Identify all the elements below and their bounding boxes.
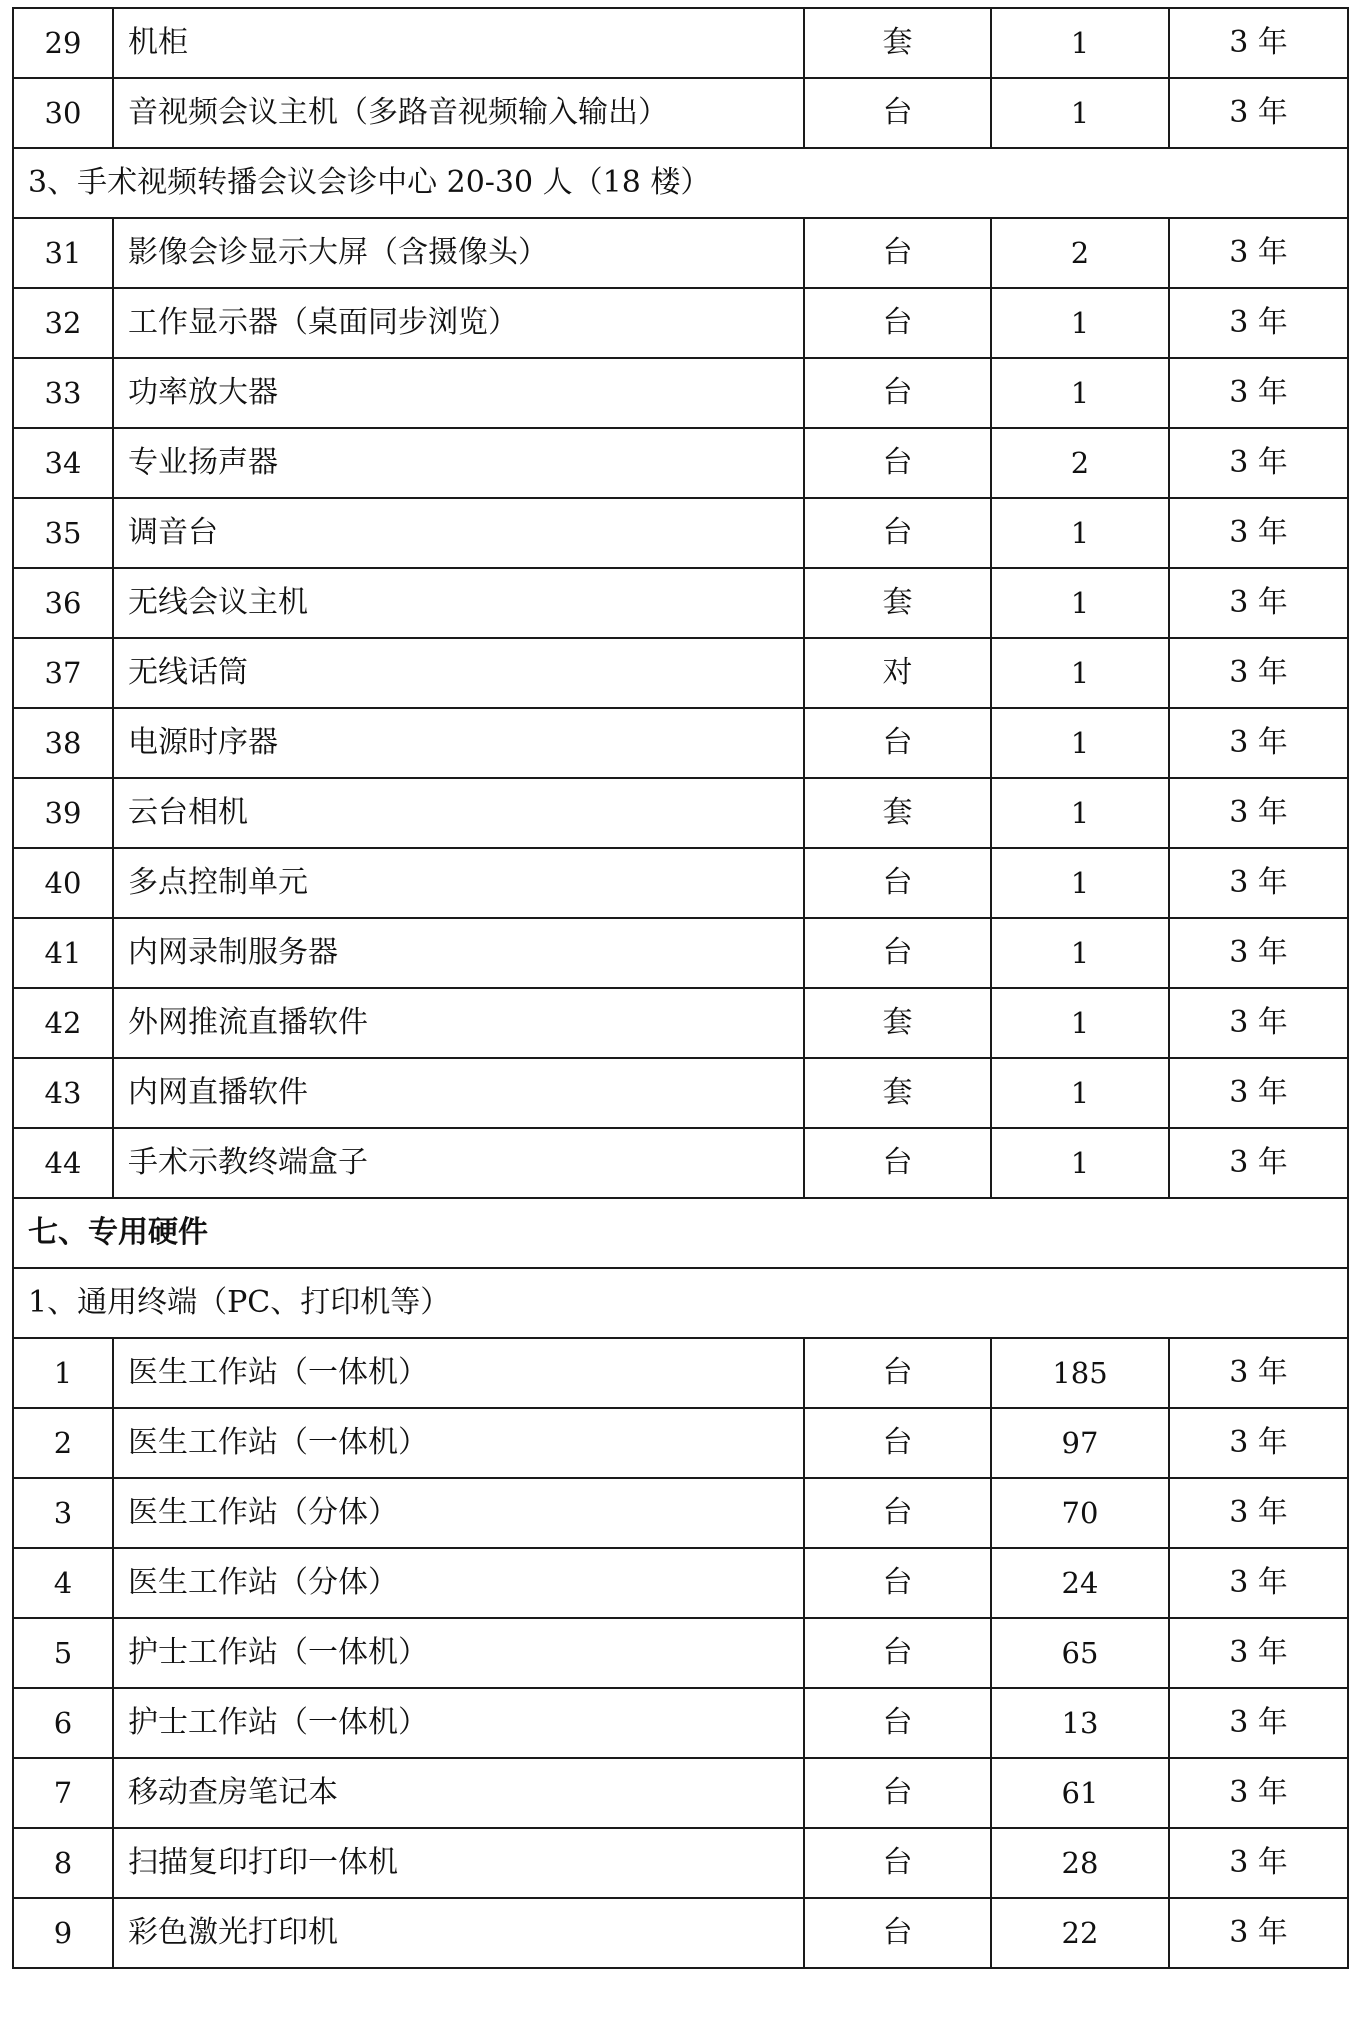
item-warranty-term: 3 年 [1169, 1618, 1348, 1688]
item-number: 33 [13, 358, 113, 428]
item-name: 彩色激光打印机 [113, 1898, 804, 1968]
table-row [13, 708, 1348, 778]
table-row [13, 1618, 1348, 1688]
item-quantity: 1 [991, 1058, 1169, 1128]
table-row [13, 1828, 1348, 1898]
item-quantity: 28 [991, 1828, 1169, 1898]
item-unit: 台 [804, 1548, 991, 1618]
table-row [13, 1408, 1348, 1478]
item-warranty-term: 3 年 [1169, 288, 1348, 358]
item-name: 影像会诊显示大屏（含摄像头） [113, 218, 804, 288]
table-row [13, 1338, 1348, 1408]
section-title: 3、手术视频转播会议会诊中心 20-30 人（18 楼） [13, 148, 1348, 218]
table-row [13, 848, 1348, 918]
item-warranty-term: 3 年 [1169, 988, 1348, 1058]
item-name: 云台相机 [113, 778, 804, 848]
item-number: 35 [13, 498, 113, 568]
item-name: 医生工作站（分体） [113, 1478, 804, 1548]
item-warranty-term: 3 年 [1169, 78, 1348, 148]
item-number: 4 [13, 1548, 113, 1618]
item-unit: 套 [804, 8, 991, 78]
table-row [13, 1758, 1348, 1828]
item-unit: 台 [804, 848, 991, 918]
item-quantity: 24 [991, 1548, 1169, 1618]
section-title: 七、专用硬件 [13, 1198, 1348, 1268]
item-unit: 套 [804, 778, 991, 848]
item-warranty-term: 3 年 [1169, 778, 1348, 848]
item-warranty-term: 3 年 [1169, 1828, 1348, 1898]
item-warranty-term: 3 年 [1169, 568, 1348, 638]
item-quantity: 13 [991, 1688, 1169, 1758]
item-quantity: 1 [991, 638, 1169, 708]
table-row [13, 1548, 1348, 1618]
item-number: 42 [13, 988, 113, 1058]
table-row [13, 8, 1348, 78]
item-unit: 台 [804, 918, 991, 988]
item-number: 40 [13, 848, 113, 918]
item-warranty-term: 3 年 [1169, 1128, 1348, 1198]
item-quantity: 70 [991, 1478, 1169, 1548]
item-name: 专业扬声器 [113, 428, 804, 498]
item-unit: 台 [804, 218, 991, 288]
item-quantity: 22 [991, 1898, 1169, 1968]
table-row [13, 1688, 1348, 1758]
section-row [13, 1268, 1348, 1338]
table-row [13, 1058, 1348, 1128]
item-number: 3 [13, 1478, 113, 1548]
item-number: 29 [13, 8, 113, 78]
item-name: 音视频会议主机（多路音视频输入输出） [113, 78, 804, 148]
item-number: 2 [13, 1408, 113, 1478]
item-unit: 套 [804, 1058, 991, 1128]
item-quantity: 65 [991, 1618, 1169, 1688]
item-quantity: 1 [991, 8, 1169, 78]
item-warranty-term: 3 年 [1169, 918, 1348, 988]
item-number: 8 [13, 1828, 113, 1898]
equipment-table-body [13, 8, 1348, 1968]
item-unit: 台 [804, 1128, 991, 1198]
table-row [13, 218, 1348, 288]
item-number: 5 [13, 1618, 113, 1688]
item-number: 44 [13, 1128, 113, 1198]
item-unit: 套 [804, 988, 991, 1058]
item-name: 医生工作站（分体） [113, 1548, 804, 1618]
item-number: 38 [13, 708, 113, 778]
item-unit: 台 [804, 1478, 991, 1548]
item-quantity: 2 [991, 428, 1169, 498]
item-warranty-term: 3 年 [1169, 8, 1348, 78]
item-unit: 台 [804, 358, 991, 428]
section-title: 1、通用终端（PC、打印机等） [13, 1268, 1348, 1338]
equipment-table [12, 7, 1349, 1969]
item-warranty-term: 3 年 [1169, 498, 1348, 568]
item-name: 调音台 [113, 498, 804, 568]
item-name: 医生工作站（一体机） [113, 1408, 804, 1478]
item-name: 多点控制单元 [113, 848, 804, 918]
item-unit: 台 [804, 288, 991, 358]
item-number: 37 [13, 638, 113, 708]
table-row [13, 1898, 1348, 1968]
item-unit: 台 [804, 1898, 991, 1968]
item-unit: 台 [804, 498, 991, 568]
item-number: 7 [13, 1758, 113, 1828]
item-warranty-term: 3 年 [1169, 218, 1348, 288]
item-quantity: 185 [991, 1338, 1169, 1408]
item-name: 电源时序器 [113, 708, 804, 778]
item-name: 内网直播软件 [113, 1058, 804, 1128]
item-name: 无线话筒 [113, 638, 804, 708]
item-unit: 台 [804, 78, 991, 148]
item-number: 36 [13, 568, 113, 638]
item-name: 机柜 [113, 8, 804, 78]
item-warranty-term: 3 年 [1169, 1548, 1348, 1618]
section-row [13, 1198, 1348, 1268]
item-quantity: 1 [991, 918, 1169, 988]
item-name: 扫描复印打印一体机 [113, 1828, 804, 1898]
item-warranty-term: 3 年 [1169, 848, 1348, 918]
item-unit: 台 [804, 1688, 991, 1758]
table-row [13, 988, 1348, 1058]
table-row [13, 778, 1348, 848]
item-quantity: 1 [991, 288, 1169, 358]
item-quantity: 1 [991, 358, 1169, 428]
item-quantity: 1 [991, 1128, 1169, 1198]
item-quantity: 1 [991, 78, 1169, 148]
item-name: 工作显示器（桌面同步浏览） [113, 288, 804, 358]
item-name: 手术示教终端盒子 [113, 1128, 804, 1198]
item-warranty-term: 3 年 [1169, 428, 1348, 498]
item-warranty-term: 3 年 [1169, 708, 1348, 778]
item-number: 9 [13, 1898, 113, 1968]
item-name: 外网推流直播软件 [113, 988, 804, 1058]
table-row [13, 1478, 1348, 1548]
item-unit: 台 [804, 1338, 991, 1408]
equipment-table-page [12, 7, 1347, 1969]
item-quantity: 1 [991, 848, 1169, 918]
item-number: 43 [13, 1058, 113, 1128]
item-name: 内网录制服务器 [113, 918, 804, 988]
table-row [13, 288, 1348, 358]
item-unit: 对 [804, 638, 991, 708]
table-row [13, 568, 1348, 638]
table-row [13, 918, 1348, 988]
table-row [13, 78, 1348, 148]
item-warranty-term: 3 年 [1169, 1478, 1348, 1548]
item-number: 32 [13, 288, 113, 358]
item-warranty-term: 3 年 [1169, 1688, 1348, 1758]
table-row [13, 1128, 1348, 1198]
item-number: 30 [13, 78, 113, 148]
item-name: 移动查房笔记本 [113, 1758, 804, 1828]
item-quantity: 1 [991, 498, 1169, 568]
section-row [13, 148, 1348, 218]
item-warranty-term: 3 年 [1169, 1898, 1348, 1968]
table-row [13, 638, 1348, 708]
item-unit: 台 [804, 1758, 991, 1828]
table-row [13, 498, 1348, 568]
item-number: 1 [13, 1338, 113, 1408]
item-number: 31 [13, 218, 113, 288]
item-name: 护士工作站（一体机） [113, 1618, 804, 1688]
item-unit: 台 [804, 708, 991, 778]
item-warranty-term: 3 年 [1169, 638, 1348, 708]
item-unit: 台 [804, 1828, 991, 1898]
item-warranty-term: 3 年 [1169, 1408, 1348, 1478]
item-name: 功率放大器 [113, 358, 804, 428]
item-quantity: 1 [991, 708, 1169, 778]
item-quantity: 61 [991, 1758, 1169, 1828]
item-name: 护士工作站（一体机） [113, 1688, 804, 1758]
table-row [13, 428, 1348, 498]
item-unit: 台 [804, 1618, 991, 1688]
item-warranty-term: 3 年 [1169, 1338, 1348, 1408]
item-number: 41 [13, 918, 113, 988]
item-unit: 套 [804, 568, 991, 638]
item-quantity: 97 [991, 1408, 1169, 1478]
item-quantity: 1 [991, 988, 1169, 1058]
item-unit: 台 [804, 428, 991, 498]
item-warranty-term: 3 年 [1169, 1058, 1348, 1128]
item-name: 无线会议主机 [113, 568, 804, 638]
table-row [13, 358, 1348, 428]
item-number: 39 [13, 778, 113, 848]
item-quantity: 2 [991, 218, 1169, 288]
item-unit: 台 [804, 1408, 991, 1478]
item-quantity: 1 [991, 778, 1169, 848]
item-warranty-term: 3 年 [1169, 1758, 1348, 1828]
item-number: 6 [13, 1688, 113, 1758]
item-number: 34 [13, 428, 113, 498]
item-name: 医生工作站（一体机） [113, 1338, 804, 1408]
item-quantity: 1 [991, 568, 1169, 638]
item-warranty-term: 3 年 [1169, 358, 1348, 428]
